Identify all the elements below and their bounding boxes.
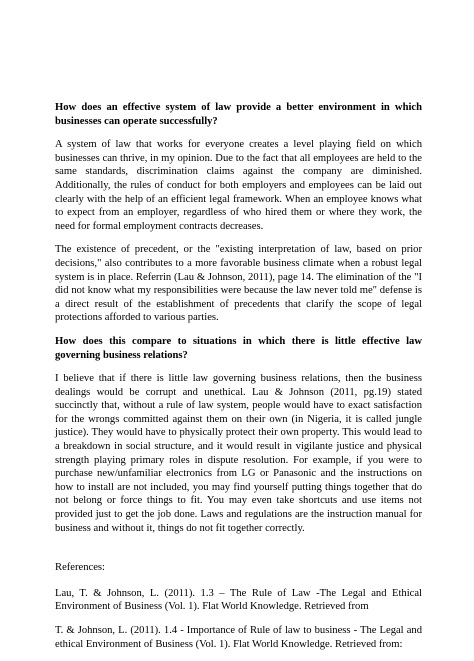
references-heading: References:	[55, 562, 105, 574]
reference-1: Lau, T. & Johnson, L. (2011). 1.3 – The Rule of Law -The Legal and Ethical Environment of Business (Vol. 1). Flat World Knowledge. Retrieved from	[55, 587, 422, 613]
question-heading-1: How does an effective system of law provide a better environment in which businesses can operate successfully?	[55, 102, 422, 127]
question-heading-2: How does this compare to situations in which there is little effective law governing business relations?	[55, 335, 422, 361]
document-body	[55, 101, 422, 661]
reference-2: T. & Johnson, L. (2011). 1.4 - Importance of Rule of law to business - The Legal and ethical Environment of Business (Vol. 1). Flat World Knowledge. Retrieved from:	[55, 625, 422, 650]
paragraph-3: I believe that if there is little law governing business relations, then the business dealings would be corrupt and unethical. Lau & Johnson (2011, pg.19) stated succinctly that, without a rule of law system, people would have to exact satisfaction for the wrongs committed against them on their own (in Nigeria, it is called jungle justice). They would have to physically protect their own property. This would lead to a breakdown in social structure, and it would result in vigilante justice and physical strength playing primary roles in dispute resolution. For example, if you were to purchase new/unfamiliar electronics from LG or Panasonic and the instructions on how to install are not included, you may find yourself putting things together that do not belong or force things to fit. You may even take shortcuts and use items not provided just to get the job done. Laws and regulations are the instruction manual for business and without it, things do not fit together correctly.	[55, 373, 422, 534]
paragraph-2: The existence of precedent, or the "existing interpretation of law, based on prior decisions," also contributes to a more favorable business climate when a robust legal system is in place. Referrin (Lau & Johnson, 2011), page 14. The elimination of the "I did not know what my responsibilities were because the law never told me" defense is a direct result of the establishment of precedents that clarify the scope of legal protections afforded to various parties.	[55, 244, 422, 324]
paragraph-1: A system of law that works for everyone creates a level playing field on which businesses can thrive, in my opinion. Due to the fact that all employees are held to the same standards, discrimination claims against the company are diminished. Additionally, the rules of conduct for both employers and employees can be laid out clearly with the help of an efficient legal framework. When an employee knows what to expect from an employer, regardless of who hired them or where they work, the need for formal employment contracts decreases.	[55, 139, 422, 232]
